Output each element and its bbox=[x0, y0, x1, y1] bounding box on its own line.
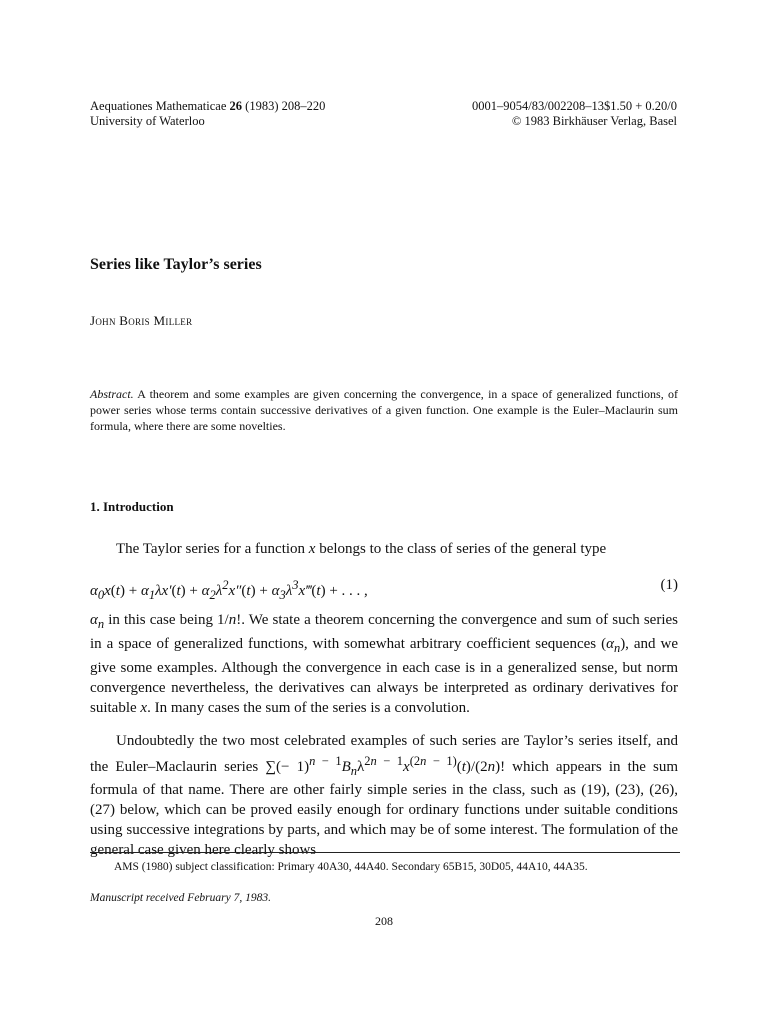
ams-classification: AMS (1980) subject classification: Primary 40A30, 44A40. Secondary 65B15, 30D05, 44A10, 44A35. bbox=[114, 861, 588, 873]
journal-citation bbox=[90, 99, 325, 114]
article-title: Series like Taylor’s series bbox=[90, 256, 262, 273]
manuscript-received: Manuscript received February 7, 1983. bbox=[90, 892, 271, 904]
paragraph-text: The Taylor series for a function bbox=[116, 541, 309, 557]
paragraph-theorem bbox=[90, 610, 678, 718]
paragraph-text: in this case being 1/ bbox=[104, 612, 229, 628]
paragraph-text: Undoubtedly the two most celebrated examples of such series are Taylor’s series itself, and the Euler–Maclaurin series bbox=[90, 733, 678, 775]
math-symbol: α bbox=[606, 636, 614, 652]
copyright: © 1983 Birkhäuser Verlag, Basel bbox=[511, 114, 677, 128]
institution: University of Waterloo bbox=[90, 114, 205, 128]
abstract-label: Abstract. bbox=[90, 387, 134, 401]
article-code: 0001–9054/83/002208–13$1.50 + 0.20/0 bbox=[472, 99, 677, 113]
paragraph-intro bbox=[90, 538, 678, 560]
paragraph-text: ), and we give some examples. Although the convergence in each case is in a generalized sense, but norm convergence nevertheless, the derivatives can always be interpreted as ordinary derivatives for suitable bbox=[90, 636, 678, 716]
math-subscript: n bbox=[613, 641, 621, 655]
math-symbol: α bbox=[90, 612, 98, 628]
math-variable: n bbox=[228, 612, 237, 628]
paragraph-text: which appears in the sum formula of that name. There are other fairly simple series in the class, such as (19), (23), (26), (27) below, which can be proved easily enough for ordinary functions under suitable conditions using successive integrations by parts, and which may be of some interest. The formulation of the general case given here clearly shows bbox=[90, 758, 678, 858]
journal-year-pages: (1983) 208–220 bbox=[245, 99, 326, 113]
math-variable: x bbox=[140, 700, 148, 716]
euler-maclaurin-formula: ∑(− $1)^{n - 1}B_n\lambda^{2n - 1}x^{(2n - 1)}(t)/(2n)$! bbox=[265, 753, 506, 778]
section-heading: 1. Introduction bbox=[90, 499, 174, 514]
equation-number: (1) bbox=[660, 577, 678, 593]
paragraph-text: belongs to the class of series of the general type bbox=[315, 541, 607, 557]
math-variable: x bbox=[308, 541, 316, 557]
author-name: John Boris Miller bbox=[90, 313, 193, 328]
abstract bbox=[90, 386, 678, 434]
paragraph-text: . In many cases the sum of the series is a convolution. bbox=[147, 700, 470, 716]
equation-1: $\alpha_0x(t) + \alpha_1\lambda x'(t) + \alpha_2\lambda^2x''(t)$ + $\alpha_3\lambda^3x‴(t)$ + . . . , bbox=[90, 578, 368, 602]
abstract-text: A theorem and some examples are given concerning the convergence, in a space of generalized functions, of power series whose terms contain successive derivatives of a given function. One example is the Euler–Maclaurin sum formula, where there are some novelties. bbox=[90, 387, 678, 433]
paragraph-text: !. We state a theorem concerning the convergence and sum of such series in a space of generalized functions, with somewhat arbitrary coefficient sequences ( bbox=[90, 612, 678, 652]
journal-volume: 26 bbox=[229, 99, 243, 113]
header-left bbox=[90, 99, 325, 129]
paragraph-examples bbox=[90, 732, 678, 860]
header-right bbox=[472, 99, 677, 129]
footnote-divider bbox=[90, 852, 680, 853]
equation-row bbox=[90, 574, 678, 602]
page-number: 208 bbox=[375, 914, 393, 928]
journal-name: Aequationes Mathematicae bbox=[90, 99, 227, 113]
math-subscript: n bbox=[97, 617, 105, 631]
